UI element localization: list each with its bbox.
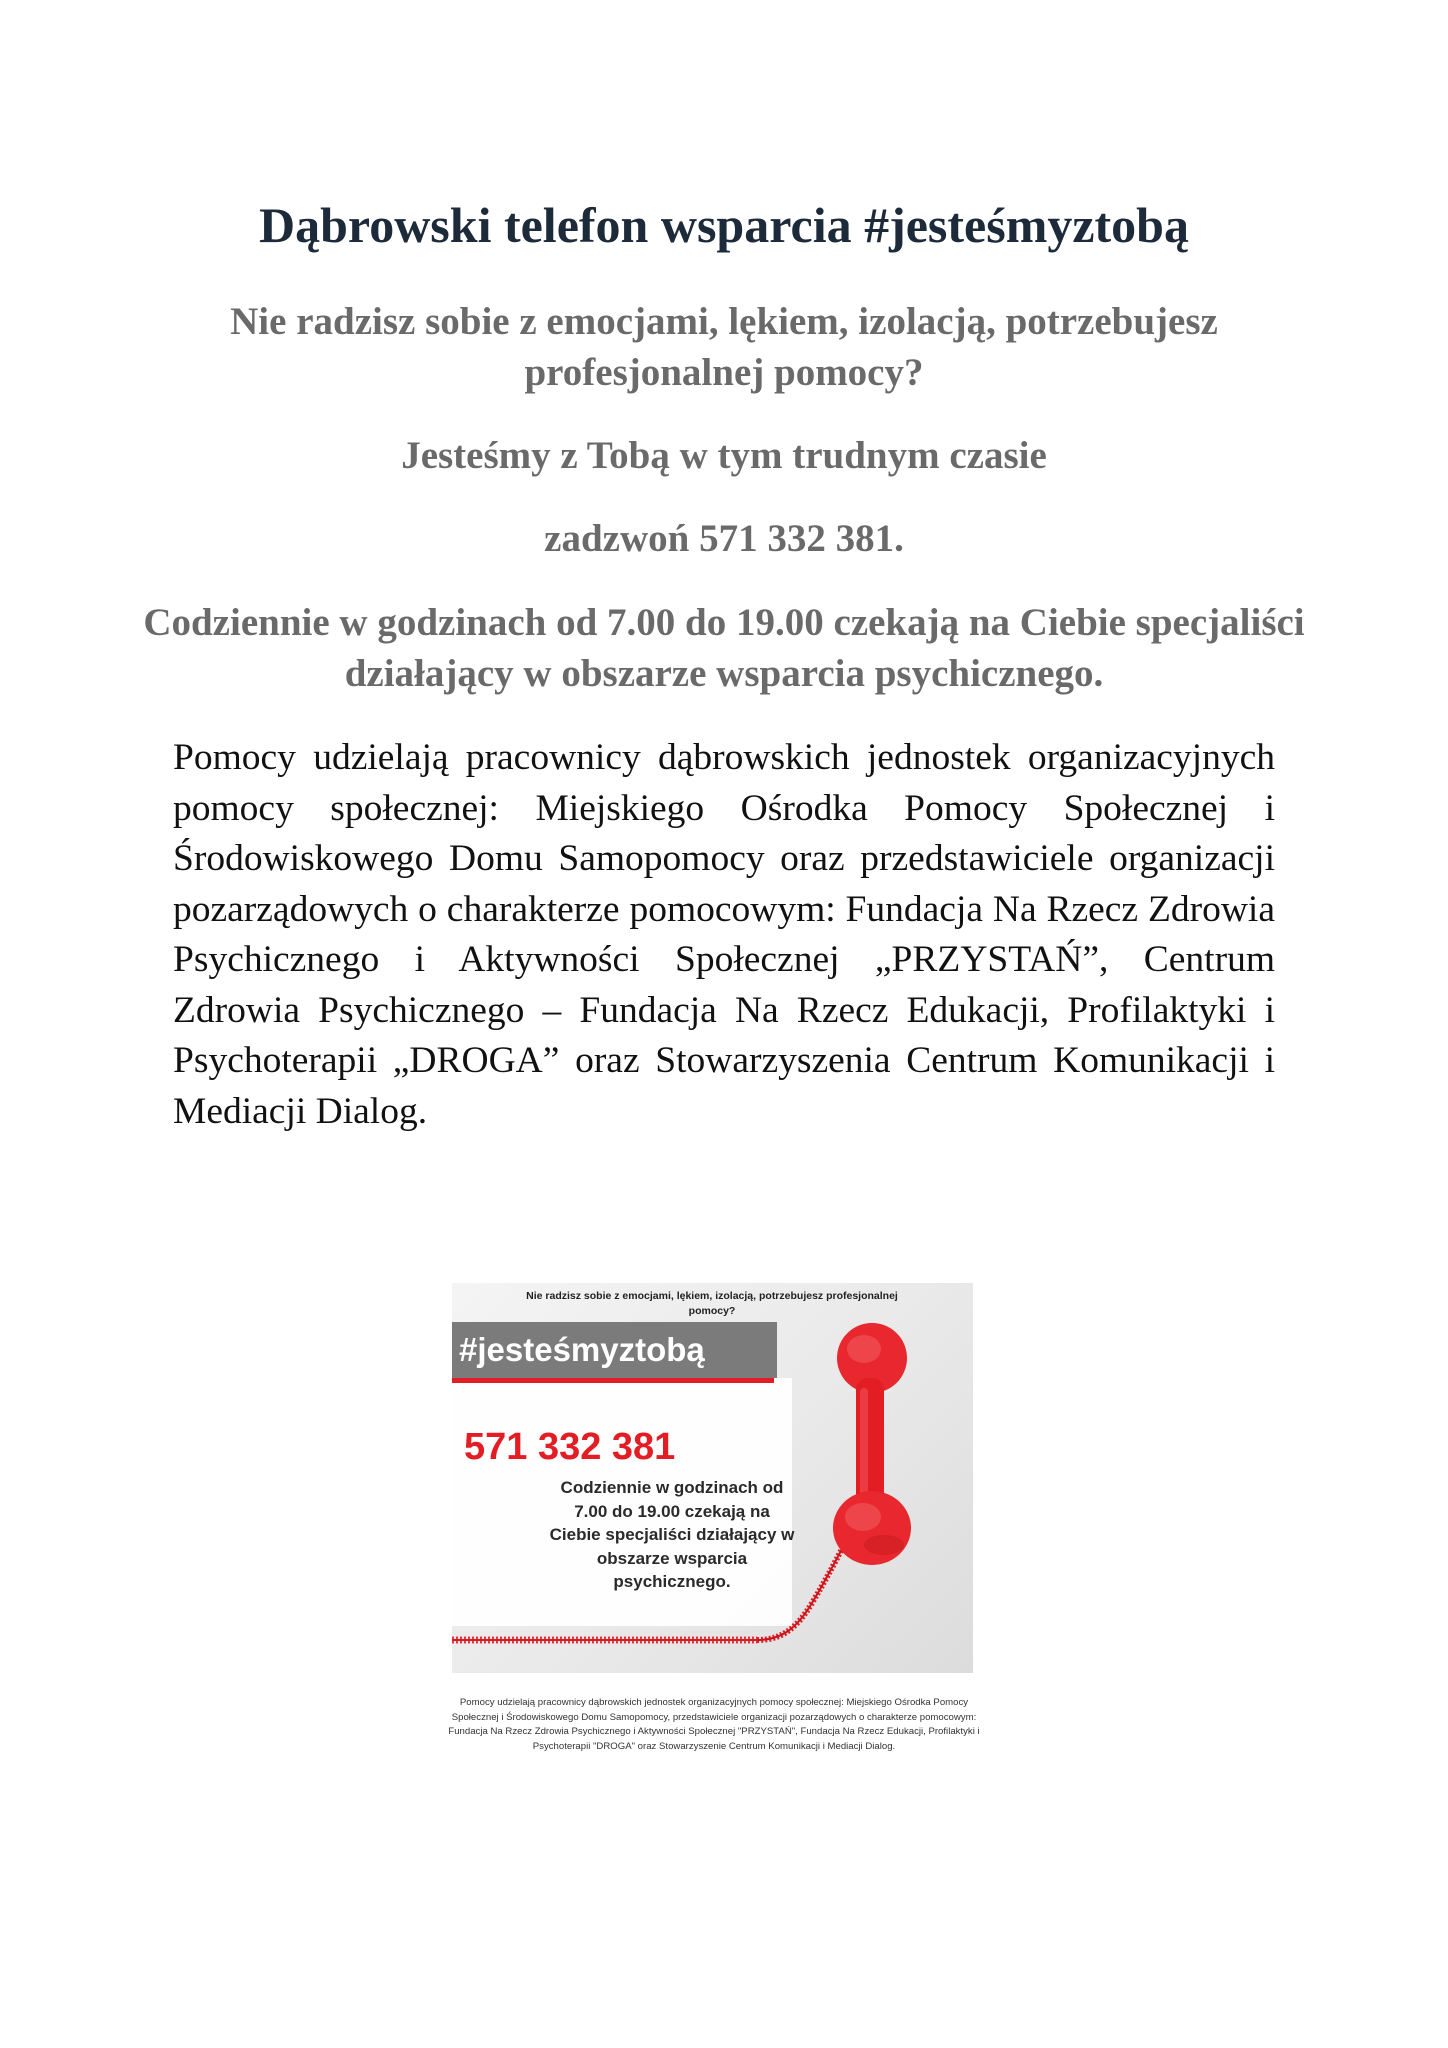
body-paragraph: Pomocy udzielają pracownicy dąbrowskich jednostek organizacyjnych pomocy społecznej: Miejskiego Ośrodka Pomocy Społecznej i Środowiskowego Domu Samopomocy oraz przedstawiciele organizacji pozarządowych o charakterze pomocowym: Fundacja Na Rzecz Zdrowia Psychicznego i Aktywności Społecznej „PRZYSTAŃ”, Centrum Zdrowia Psychicznego – Fundacja Na Rzecz Edukacji, Profilaktyki i Psychoterapii „DROGA” oraz Stowarzyszenia Centrum Komunikacji i Mediacji Dialog. (173, 737, 1275, 1132)
page-title: Dąbrowski telefon wsparcia #jesteśmyztobą (258, 197, 1189, 253)
poster-top-text: Nie radzisz sobie z emocjami, lękiem, izolacją, potrzebujesz profesjonalnej pomocy? (526, 1290, 898, 1317)
poster-image (452, 1283, 973, 1673)
poster-hashtag: #jesteśmyztobą (459, 1331, 705, 1368)
poster-hours-text: Codziennie w godzinach od 7.00 do 19.00 czekają na Ciebie specjaliści działający w obszarze wsparcia psychicznego. (549, 1478, 795, 1591)
poster-caption: Pomocy udzielają pracownicy dąbrowskich jednostek organizacyjnych pomocy społecznej: Miejskiego Ośrodka Pomocy Społecznej i Środowiskowego Domu Samopomocy, przedstawiciele organizacji pozarządowych o charakterze pomocowym: Fundacja Na Rzecz Zdrowia Psychicznego i Aktywności Społecznej "PRZYSTAŃ", Fundacja Na Rzecz Edukacji, Profilaktyki i Psychoterapii "DROGA" oraz Stowarzyszenie Centrum Komunikacji i Mediacji Dialog. (448, 1697, 980, 1752)
lead-support: Jesteśmy z Tobą w tym trudnym czasie (401, 434, 1047, 477)
lead-call: zadzwoń 571 332 381. (544, 517, 904, 560)
poster-phone-number: 571 332 381 (464, 1426, 676, 1468)
red-telephone-handset-icon (452, 1283, 973, 1673)
lead-hours: Codziennie w godzinach od 7.00 do 19.00 czekają na Ciebie specjaliści działający w obszarze wsparcia psychicznego. (143, 601, 1305, 695)
lead-question: Nie radzisz sobie z emocjami, lękiem, izolacją, potrzebujesz profesjonalnej pomocy? (230, 300, 1218, 394)
